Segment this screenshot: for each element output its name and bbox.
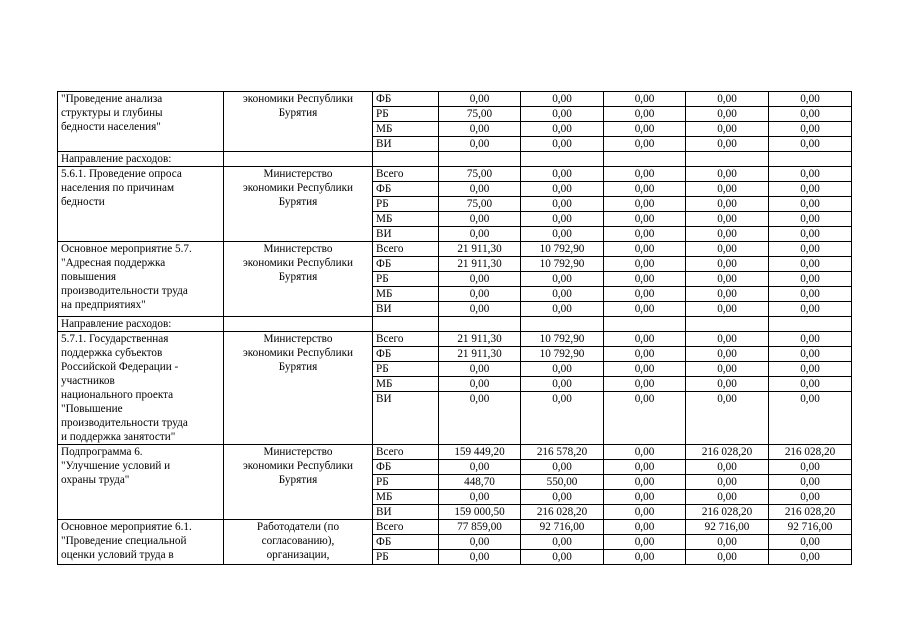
amount-cell: 0,00 <box>521 377 604 392</box>
funding-source: МБ <box>373 287 439 302</box>
amount-cell: 0,00 <box>439 392 521 445</box>
amount-cell: 0,00 <box>439 362 521 377</box>
cell-text-line: населения по причинам <box>61 182 175 194</box>
activity-name <box>58 92 224 152</box>
amount-cell: 77 859,00 <box>439 520 521 535</box>
amount-cell: 550,00 <box>521 475 604 490</box>
executor <box>224 92 373 152</box>
amount-cell: 0,00 <box>521 392 604 445</box>
cell-text-line: 5.7.1. Государственная <box>61 333 169 345</box>
amount-cell: 0,00 <box>604 332 686 347</box>
cell-text-line: и поддержка занятости" <box>61 431 176 443</box>
amount-cell: 0,00 <box>521 490 604 505</box>
amount-cell: 0,00 <box>604 475 686 490</box>
empty-cell <box>224 152 373 167</box>
empty-cell <box>224 317 373 332</box>
funding-source: Всего <box>373 520 439 535</box>
section-label: Направление расходов: <box>58 317 224 332</box>
cell-text-line: Основное мероприятие 5.7. <box>61 243 192 255</box>
amount-cell: 0,00 <box>604 287 686 302</box>
amount-cell: 0,00 <box>769 182 852 197</box>
cell-text-line: Министерство <box>263 168 333 180</box>
funding-source: ФБ <box>373 182 439 197</box>
cell-text-line: структуры и глубины <box>61 107 163 119</box>
amount-cell: 0,00 <box>686 212 769 227</box>
amount-cell: 0,00 <box>604 122 686 137</box>
amount-cell: 216 028,20 <box>769 445 852 460</box>
funding-source: Всего <box>373 332 439 347</box>
cell-text-line: "Повышение <box>61 403 123 415</box>
amount-cell: 0,00 <box>521 167 604 182</box>
amount-cell: 0,00 <box>439 182 521 197</box>
amount-cell: 0,00 <box>686 122 769 137</box>
amount-cell: 0,00 <box>439 212 521 227</box>
amount-cell: 0,00 <box>521 550 604 565</box>
cell-text-line: поддержка субъектов <box>61 347 163 359</box>
amount-cell: 21 911,30 <box>439 257 521 272</box>
amount-cell: 0,00 <box>686 490 769 505</box>
empty-cell <box>769 317 852 332</box>
empty-cell <box>521 317 604 332</box>
empty-cell <box>604 317 686 332</box>
amount-cell: 0,00 <box>604 535 686 550</box>
executor <box>224 445 373 520</box>
cell-text-line: "Проведение специальной <box>61 535 187 547</box>
amount-cell: 0,00 <box>769 92 852 107</box>
cell-text-line: экономики Республики <box>242 347 354 359</box>
amount-cell: 0,00 <box>604 227 686 242</box>
funding-source: ВИ <box>373 392 439 445</box>
amount-cell: 0,00 <box>686 92 769 107</box>
amount-cell: 21 911,30 <box>439 332 521 347</box>
funding-source: ФБ <box>373 92 439 107</box>
cell-text-line: повышения <box>61 271 117 283</box>
funding-source: МБ <box>373 490 439 505</box>
amount-cell: 0,00 <box>686 167 769 182</box>
table-row <box>58 242 852 257</box>
section-label: Направление расходов: <box>58 152 224 167</box>
cell-text-line: экономики Республики <box>242 182 354 194</box>
table-row <box>58 332 852 347</box>
amount-cell: 0,00 <box>769 197 852 212</box>
amount-cell: 0,00 <box>769 490 852 505</box>
amount-cell: 0,00 <box>769 362 852 377</box>
amount-cell: 216 028,20 <box>686 445 769 460</box>
amount-cell: 0,00 <box>769 332 852 347</box>
cell-text-line: Основное мероприятие 6.1. <box>61 521 192 533</box>
amount-cell: 0,00 <box>521 182 604 197</box>
amount-cell: 0,00 <box>521 197 604 212</box>
amount-cell: 0,00 <box>769 242 852 257</box>
amount-cell: 0,00 <box>604 137 686 152</box>
amount-cell: 0,00 <box>686 460 769 475</box>
amount-cell: 0,00 <box>521 137 604 152</box>
amount-cell: 0,00 <box>686 347 769 362</box>
amount-cell: 0,00 <box>604 505 686 520</box>
amount-cell: 0,00 <box>604 520 686 535</box>
amount-cell: 10 792,90 <box>521 347 604 362</box>
amount-cell: 0,00 <box>769 227 852 242</box>
section-row <box>58 317 852 332</box>
cell-text-line: бедности <box>61 196 105 208</box>
amount-cell: 0,00 <box>686 257 769 272</box>
cell-text-line: экономики Республики <box>242 460 354 472</box>
funding-source: ВИ <box>373 227 439 242</box>
amount-cell: 0,00 <box>769 107 852 122</box>
amount-cell: 216 028,20 <box>521 505 604 520</box>
amount-cell: 0,00 <box>686 362 769 377</box>
cell-text-line: Бурятия <box>278 271 318 283</box>
cell-text-line: бедности населения" <box>61 121 161 133</box>
amount-cell: 0,00 <box>439 377 521 392</box>
cell-text-line: Бурятия <box>278 196 318 208</box>
table-row <box>58 445 852 460</box>
funding-source: РБ <box>373 550 439 565</box>
executor <box>224 520 373 565</box>
amount-cell: 0,00 <box>521 92 604 107</box>
funding-source: РБ <box>373 107 439 122</box>
cell-text-line: участников <box>61 375 115 387</box>
table-row <box>58 92 852 107</box>
cell-text-line: охраны труда" <box>61 474 130 486</box>
table-row <box>58 520 852 535</box>
empty-cell <box>521 152 604 167</box>
cell-text-line: организации, <box>266 549 330 561</box>
activity-name <box>58 445 224 520</box>
funding-source: Всего <box>373 167 439 182</box>
amount-cell: 0,00 <box>686 197 769 212</box>
amount-cell: 0,00 <box>521 122 604 137</box>
amount-cell: 0,00 <box>604 392 686 445</box>
amount-cell: 0,00 <box>439 122 521 137</box>
funding-source: РБ <box>373 362 439 377</box>
amount-cell: 0,00 <box>604 257 686 272</box>
amount-cell: 0,00 <box>439 302 521 317</box>
funding-source: МБ <box>373 122 439 137</box>
amount-cell: 0,00 <box>769 392 852 445</box>
amount-cell: 0,00 <box>686 137 769 152</box>
amount-cell: 0,00 <box>769 212 852 227</box>
executor <box>224 332 373 445</box>
amount-cell: 0,00 <box>769 347 852 362</box>
empty-cell <box>373 152 439 167</box>
empty-cell <box>686 152 769 167</box>
amount-cell: 0,00 <box>686 302 769 317</box>
amount-cell: 0,00 <box>604 167 686 182</box>
amount-cell: 0,00 <box>686 332 769 347</box>
amount-cell: 216 578,20 <box>521 445 604 460</box>
amount-cell: 75,00 <box>439 167 521 182</box>
amount-cell: 0,00 <box>769 475 852 490</box>
amount-cell: 159 000,50 <box>439 505 521 520</box>
cell-text-line: 5.6.1. Проведение опроса <box>61 168 182 180</box>
activity-name <box>58 167 224 242</box>
empty-cell <box>769 152 852 167</box>
amount-cell: 0,00 <box>521 227 604 242</box>
empty-cell <box>439 152 521 167</box>
amount-cell: 75,00 <box>439 107 521 122</box>
amount-cell: 0,00 <box>604 347 686 362</box>
cell-text-line: Бурятия <box>278 474 318 486</box>
amount-cell: 0,00 <box>769 257 852 272</box>
cell-text-line: Российской Федерации - <box>61 361 179 373</box>
funding-source: ВИ <box>373 137 439 152</box>
amount-cell: 0,00 <box>686 287 769 302</box>
funding-source: МБ <box>373 377 439 392</box>
empty-cell <box>373 317 439 332</box>
cell-text-line: производительности труда <box>61 417 188 429</box>
cell-text-line: Министерство <box>263 446 333 458</box>
amount-cell: 0,00 <box>604 182 686 197</box>
amount-cell: 0,00 <box>604 272 686 287</box>
amount-cell: 0,00 <box>769 377 852 392</box>
cell-text-line: Бурятия <box>278 107 318 119</box>
funding-source: ФБ <box>373 347 439 362</box>
amount-cell: 0,00 <box>521 287 604 302</box>
cell-text-line: экономики Республики <box>242 93 354 105</box>
amount-cell: 10 792,90 <box>521 257 604 272</box>
funding-source: ФБ <box>373 460 439 475</box>
funding-source: ФБ <box>373 535 439 550</box>
amount-cell: 0,00 <box>604 302 686 317</box>
amount-cell: 0,00 <box>521 362 604 377</box>
activity-name <box>58 332 224 445</box>
amount-cell: 0,00 <box>521 302 604 317</box>
amount-cell: 0,00 <box>686 227 769 242</box>
cell-text-line: Бурятия <box>278 361 318 373</box>
amount-cell: 0,00 <box>769 287 852 302</box>
amount-cell: 0,00 <box>769 550 852 565</box>
funding-source: РБ <box>373 272 439 287</box>
funding-source: ФБ <box>373 257 439 272</box>
amount-cell: 0,00 <box>604 377 686 392</box>
amount-cell: 216 028,20 <box>686 505 769 520</box>
funding-source: МБ <box>373 212 439 227</box>
amount-cell: 0,00 <box>439 137 521 152</box>
amount-cell: 216 028,20 <box>769 505 852 520</box>
amount-cell: 0,00 <box>769 272 852 287</box>
amount-cell: 0,00 <box>604 92 686 107</box>
amount-cell: 75,00 <box>439 197 521 212</box>
amount-cell: 0,00 <box>686 182 769 197</box>
funding-source: Всего <box>373 242 439 257</box>
cell-text-line: оценки условий труда в <box>61 549 174 561</box>
amount-cell: 21 911,30 <box>439 242 521 257</box>
amount-cell: 0,00 <box>686 535 769 550</box>
amount-cell: 0,00 <box>439 227 521 242</box>
amount-cell: 92 716,00 <box>686 520 769 535</box>
funding-source: РБ <box>373 475 439 490</box>
activity-name <box>58 242 224 317</box>
activity-name <box>58 520 224 565</box>
amount-cell: 0,00 <box>769 122 852 137</box>
amount-cell: 10 792,90 <box>521 332 604 347</box>
amount-cell: 92 716,00 <box>521 520 604 535</box>
cell-text-line: "Улучшение условий и <box>61 460 171 472</box>
amount-cell: 0,00 <box>686 107 769 122</box>
amount-cell: 0,00 <box>604 197 686 212</box>
amount-cell: 0,00 <box>769 535 852 550</box>
amount-cell: 0,00 <box>439 287 521 302</box>
amount-cell: 0,00 <box>521 535 604 550</box>
funding-source: РБ <box>373 197 439 212</box>
executor <box>224 242 373 317</box>
amount-cell: 0,00 <box>439 550 521 565</box>
funding-source: Всего <box>373 445 439 460</box>
amount-cell: 0,00 <box>604 490 686 505</box>
cell-text-line: на предприятиях" <box>61 299 146 311</box>
amount-cell: 0,00 <box>439 490 521 505</box>
amount-cell: 92 716,00 <box>769 520 852 535</box>
amount-cell: 0,00 <box>769 302 852 317</box>
amount-cell: 10 792,90 <box>521 242 604 257</box>
empty-cell <box>604 152 686 167</box>
amount-cell: 0,00 <box>769 137 852 152</box>
amount-cell: 0,00 <box>521 460 604 475</box>
amount-cell: 0,00 <box>439 535 521 550</box>
amount-cell: 448,70 <box>439 475 521 490</box>
cell-text-line: Подпрограмма 6. <box>61 446 143 458</box>
amount-cell: 0,00 <box>604 362 686 377</box>
amount-cell: 0,00 <box>769 167 852 182</box>
cell-text-line: согласованию), <box>261 535 335 547</box>
amount-cell: 0,00 <box>769 460 852 475</box>
funding-source: ВИ <box>373 505 439 520</box>
cell-text-line: национального проекта <box>61 389 174 401</box>
cell-text-line: "Проведение анализа <box>61 93 163 105</box>
amount-cell: 0,00 <box>439 460 521 475</box>
amount-cell: 0,00 <box>521 107 604 122</box>
executor <box>224 167 373 242</box>
amount-cell: 159 449,20 <box>439 445 521 460</box>
amount-cell: 0,00 <box>604 212 686 227</box>
empty-cell <box>686 317 769 332</box>
amount-cell: 0,00 <box>439 92 521 107</box>
cell-text-line: Работодатели (по <box>256 521 340 533</box>
funding-source: ВИ <box>373 302 439 317</box>
cell-text-line: производительности труда <box>61 285 188 297</box>
empty-cell <box>439 317 521 332</box>
amount-cell: 0,00 <box>686 475 769 490</box>
amount-cell: 0,00 <box>686 272 769 287</box>
budget-table <box>57 91 852 565</box>
cell-text-line: Министерство <box>263 333 333 345</box>
amount-cell: 0,00 <box>604 550 686 565</box>
amount-cell: 0,00 <box>604 107 686 122</box>
cell-text-line: Министерство <box>263 243 333 255</box>
amount-cell: 0,00 <box>686 242 769 257</box>
cell-text-line: экономики Республики <box>242 257 354 269</box>
amount-cell: 0,00 <box>686 392 769 445</box>
amount-cell: 21 911,30 <box>439 347 521 362</box>
amount-cell: 0,00 <box>521 212 604 227</box>
amount-cell: 0,00 <box>686 377 769 392</box>
table-row <box>58 167 852 182</box>
amount-cell: 0,00 <box>604 242 686 257</box>
amount-cell: 0,00 <box>686 550 769 565</box>
amount-cell: 0,00 <box>439 272 521 287</box>
amount-cell: 0,00 <box>604 460 686 475</box>
amount-cell: 0,00 <box>521 272 604 287</box>
section-row <box>58 152 852 167</box>
amount-cell: 0,00 <box>604 445 686 460</box>
cell-text-line: "Адресная поддержка <box>61 257 166 269</box>
